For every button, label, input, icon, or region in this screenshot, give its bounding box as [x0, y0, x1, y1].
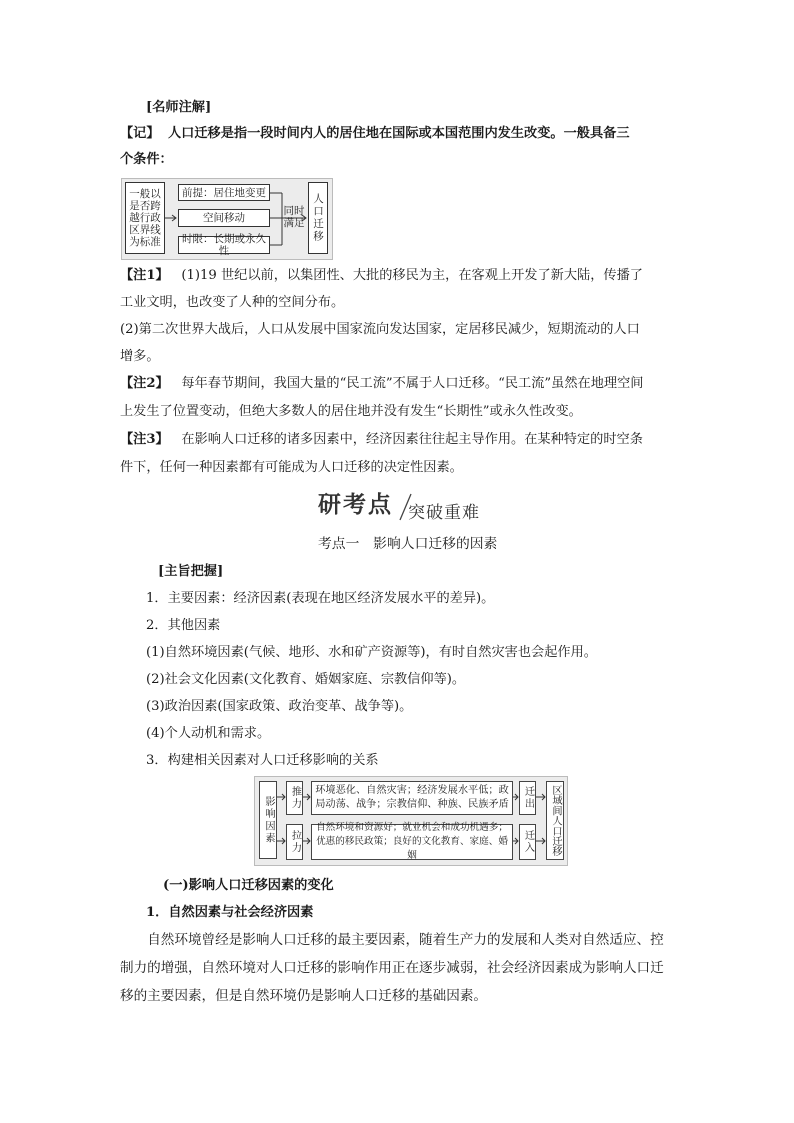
note-1-line2: 工业文明，也改变了人种的空间分布。	[120, 295, 345, 310]
join-label-line: 同时	[283, 205, 305, 217]
note-1-tag: 【注1】	[120, 268, 169, 283]
body-paragraph: 自然环境曾经是影响人口迁移的最主要因素，随着生产力的发展和人类对自然适应、控制力的增强，自然环境对人口迁移的影响作用正在逐步减弱，社会经济因素成为影响人口迁移的主要因素，但是自然环境仍是影响人口迁移的基础因素。	[120, 932, 664, 1004]
note-2-line1	[120, 375, 643, 393]
result-box: 区域间人口迁移	[546, 781, 564, 860]
criteria-line: 一般以	[129, 188, 161, 200]
point-2: 2．其他因素	[146, 618, 221, 633]
criteria-line: 越行政	[129, 212, 161, 224]
push-factors-line: 环境恶化、自然灾害；经济发展水平低；政	[315, 785, 509, 796]
section-banner	[318, 486, 503, 522]
banner-main: 研考点	[318, 492, 393, 518]
note-3-line2: 件下，任何一种因素都有可能成为人口迁移的决定性因素。	[120, 460, 463, 475]
note-3-line1	[120, 431, 643, 449]
note-ji-text: 人口迁移是指一段时间内人的居住地在国际或本国范围内发生改变。一般具备三	[167, 126, 630, 141]
point-2-3: (3)政治因素(国家政策、政治变革、战争等)。	[146, 699, 413, 714]
migration-conditions-diagram	[121, 178, 333, 260]
in-box: 迁入	[519, 824, 536, 860]
subsection-1: 1．自然因素与社会经济因素	[146, 905, 314, 920]
section-title: 考点一 影响人口迁移的因素	[318, 536, 498, 552]
note-3-tag: 【注3】	[120, 432, 169, 447]
movement-box: 空间移动	[178, 209, 270, 227]
note-3-text: 在影响人口迁移的诸多因素中，经济因素往往起主导作用。在某种特定的时空条	[181, 432, 643, 447]
premise-box: 前提：居住地变更	[178, 184, 270, 201]
migration-factors-diagram	[254, 776, 568, 866]
note-1-line1	[120, 267, 643, 285]
subsection-title: (一)影响人口迁移因素的变化	[163, 878, 334, 893]
note-ji-tag: 【记】	[120, 126, 160, 141]
note-1-line4: 增多。	[120, 349, 160, 364]
point-2-1: (1)自然环境因素(气候、地形、水和矿产资源等)，有时自然灾害也会起作用。	[146, 645, 597, 660]
note-1-line3: (2)第二次世界大战后，人口从发展中国家流向发达国家，定居移民减少，短期流动的人口	[120, 322, 640, 337]
criteria-line: 区界线	[129, 224, 161, 236]
point-1: 1．主要因素：经济因素(表现在地区经济发展水平的差异)。	[146, 591, 495, 606]
point-2-2: (2)社会文化因素(文化教育、婚姻家庭、宗教信仰等)。	[146, 672, 466, 687]
pull-factors-line: 自然环境和资源好；就业机会和成功机遇多；	[316, 822, 508, 833]
join-label	[282, 205, 306, 229]
header-label: [名师注解]	[146, 100, 212, 115]
time-limit-box: 时限：长期或永久性	[178, 236, 270, 254]
criteria-line: 为标准	[129, 236, 161, 248]
result-box: 人口迁移	[308, 182, 328, 254]
factor-box: 影响因素	[259, 781, 277, 859]
pull-factors-box	[311, 824, 513, 860]
push-box: 推力	[286, 781, 303, 815]
point-3: 3．构建相关因素对人口迁移影响的关系	[146, 753, 379, 768]
note-2-line2: 上发生了位置变动，但绝大多数人的居住地并没有发生“长期性”或永久性改变。	[120, 404, 582, 419]
point-2-4: (4)个人动机和需求。	[146, 726, 271, 741]
out-box: 迁出	[519, 781, 536, 815]
banner-sub: 突破重难	[408, 503, 480, 523]
note-ji-line1	[120, 125, 630, 143]
criteria-line: 是否跨	[129, 200, 161, 212]
note-2-tag: 【注2】	[120, 376, 169, 391]
note-ji-line2: 个条件：	[120, 152, 173, 167]
note-2-text: 每年春节期间，我国大量的“民工流”不属于人口迁移。“民工流”虽然在地理空间	[181, 376, 644, 391]
main-point-label: [主旨把握]	[158, 564, 224, 579]
join-label-line: 满足	[283, 217, 305, 229]
push-factors-box	[311, 781, 513, 815]
push-factors-line: 局动荡、战争；宗教信仰、种族、民族矛盾	[315, 799, 509, 810]
note-1-text: (1)19 世纪以前，以集团性、大批的移民为主，在客观上开发了新大陆，传播了	[181, 268, 643, 283]
pull-factors-line: 优惠的移民政策；良好的文化教育、家庭、婚姻	[316, 836, 508, 861]
pull-box: 拉力	[286, 824, 303, 860]
